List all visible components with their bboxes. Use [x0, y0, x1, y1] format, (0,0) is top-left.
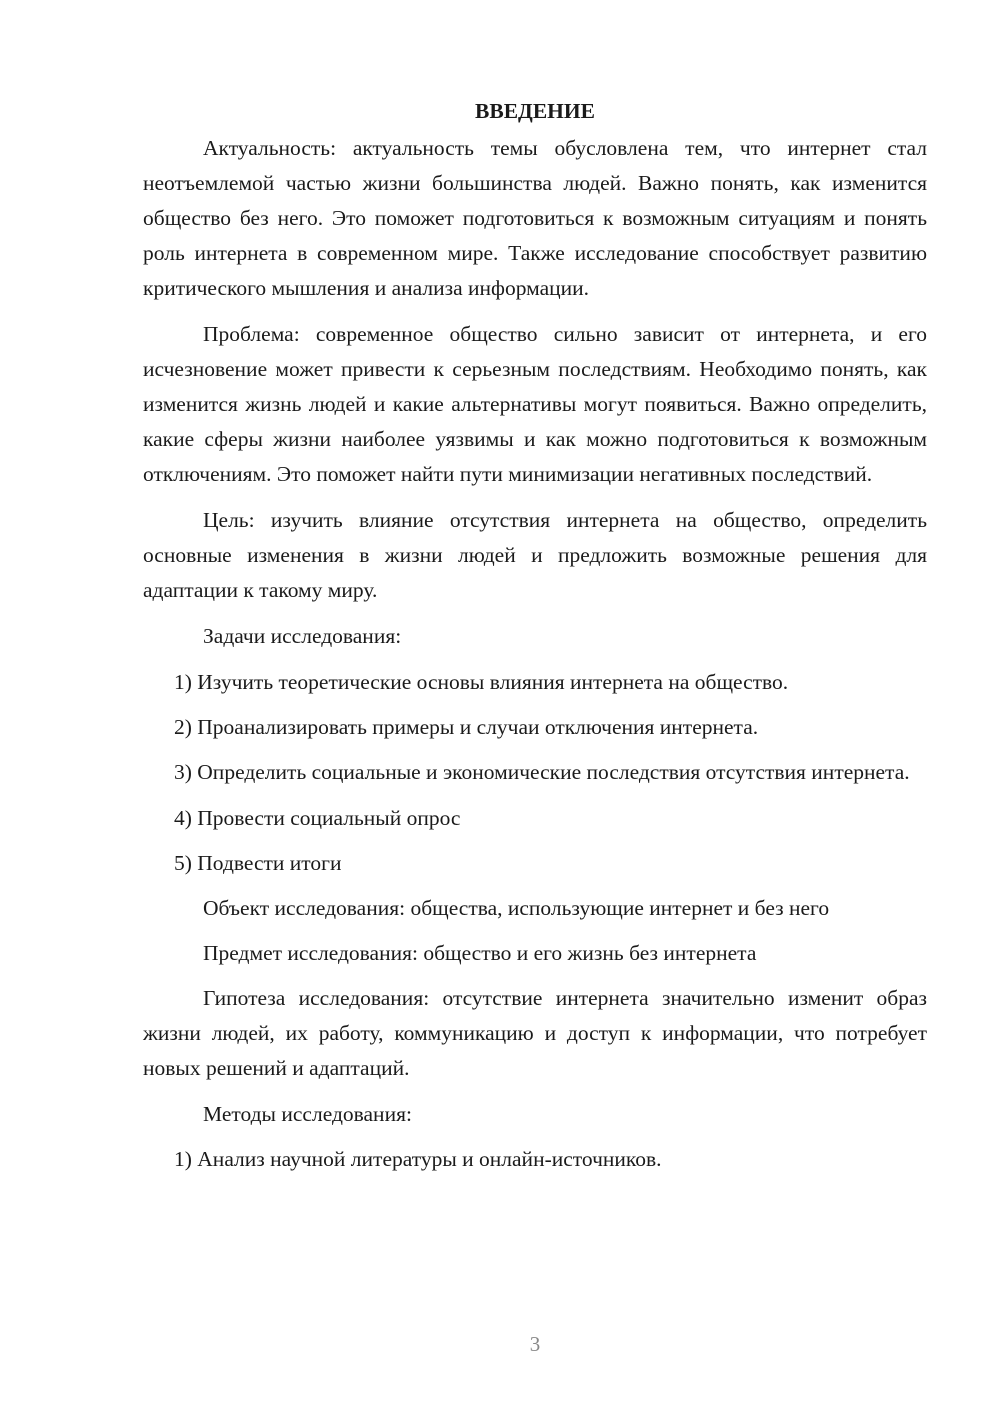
task-item-2: 2) Проанализировать примеры и случаи отключения интернета. [174, 715, 759, 739]
tasks-heading: Задачи исследования: [203, 624, 402, 648]
task-item-3: 3) Определить социальные и экономические последствия отсутствия интернета. [174, 760, 910, 784]
methods-heading: Методы исследования: [203, 1102, 412, 1126]
method-item-1: 1) Анализ научной литературы и онлайн-источников. [174, 1147, 662, 1171]
page-content [143, 96, 927, 1177]
relevance-paragraph: Актуальность: актуальность темы обусловлена тем, что интернет стал неотъемлемой частью жизни большинства людей. Важно понять, как изменится общество без него. Это поможет подготовиться к возможным ситуациям и понять роль интернета в современном мире. Также исследование способствует развитию критического мышления и анализа информации. [143, 136, 927, 300]
task-item-5: 5) Подвести итоги [174, 851, 342, 875]
section-title: ВВЕДЕНИЕ [475, 99, 595, 123]
research-object: Объект исследования: общества, использующие интернет и без него [203, 896, 830, 920]
hypothesis-paragraph: Гипотеза исследования: отсутствие интернета значительно изменит образ жизни людей, их работу, коммуникацию и доступ к информации, что потребует новых решений и адаптаций. [143, 986, 927, 1080]
problem-paragraph: Проблема: современное общество сильно зависит от интернета, и его исчезновение может привести к серьезным последствиям. Необходимо понять, как изменится жизнь людей и какие альтернативы могут появиться. Важно определить, какие сферы жизни наиболее уязвимы и как можно подготовиться к возможным отключениям. Это поможет найти пути минимизации негативных последствий. [143, 322, 927, 486]
goal-paragraph: Цель: изучить влияние отсутствия интернета на общество, определить основные изменения в жизни людей и предложить возможные решения для адаптации к такому миру. [143, 508, 927, 602]
page-number: 3 [529, 1332, 541, 1356]
research-subject: Предмет исследования: общество и его жизнь без интернета [203, 941, 757, 965]
task-item-4: 4) Провести социальный опрос [174, 806, 461, 830]
task-item-1: 1) Изучить теоретические основы влияния интернета на общество. [174, 670, 789, 694]
